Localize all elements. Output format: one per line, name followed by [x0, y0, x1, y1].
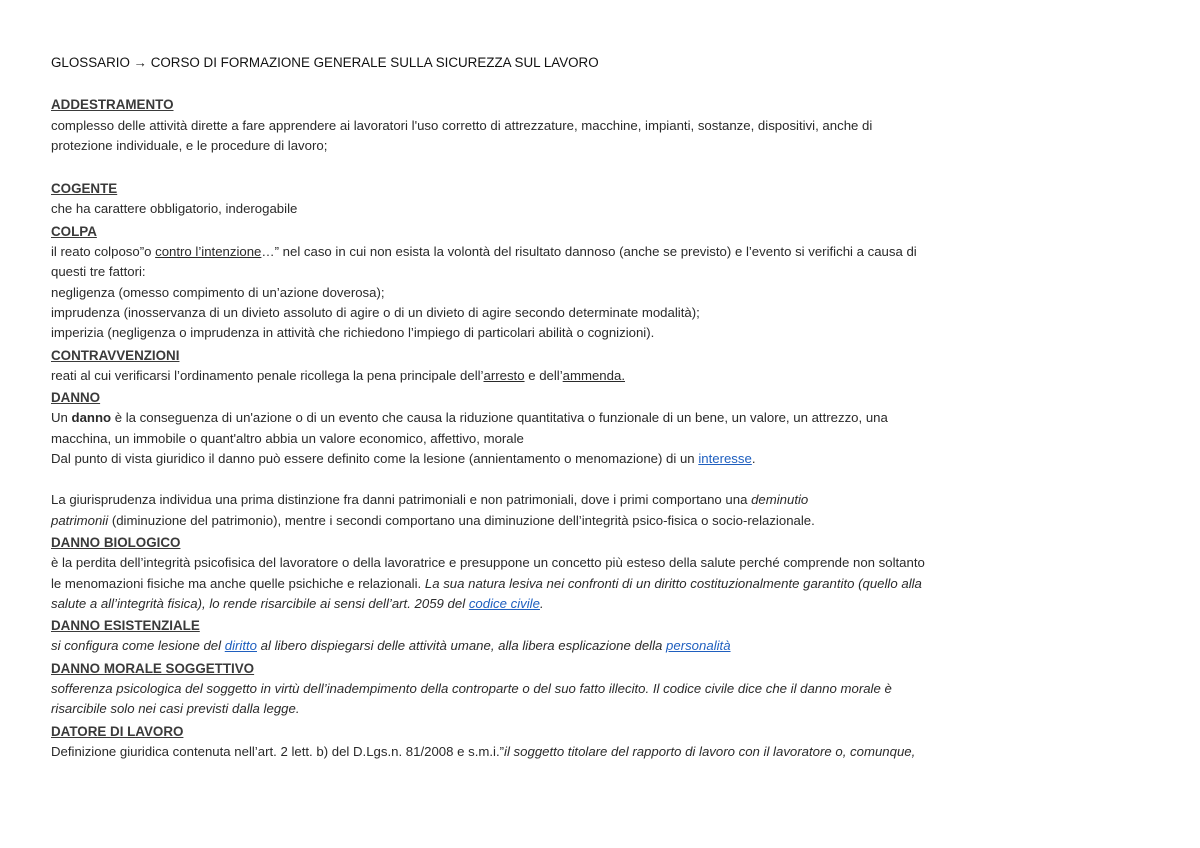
def-addestramento-line: protezione individuale, e le procedure di lavoro; [51, 137, 328, 153]
def-danno-esistenziale-line: si configura come lesione del diritto al libero dispiegarsi delle attività umane, alla libera esplicazione della personalità [51, 638, 731, 654]
term-danno-biologico: DANNO BIOLOGICO [51, 534, 181, 550]
def-datore-line: Definizione giuridica contenuta nell’art. 2 lett. b) del D.Lgs.n. 81/2008 e s.m.i.”il soggetto titolare del rapporto di lavoro con il lavoratore o, comunque, [51, 743, 916, 759]
def-danno-line: macchina, un immobile o quant'altro abbia un valore economico, affettivo, morale [51, 430, 524, 446]
term-danno-esistenziale: DANNO ESISTENZIALE [51, 618, 200, 634]
def-danno-biologico-line: è la perdita dell’integrità psicofisica del lavoratore o della lavoratrice e presuppone un concetto più esteso della salute perché comprende non soltanto [51, 555, 925, 571]
page-title: GLOSSARIO → CORSO DI FORMAZIONE GENERALE SULLA SICUREZZA SUL LAVORO [51, 55, 599, 70]
def-danno-line: Un danno è la conseguenza di un'azione o di un evento che causa la riduzione quantitativa o funzionale di un bene, un valore, un attrezzo, una [51, 410, 888, 426]
def-colpa-line: negligenza (omesso compimento di un’azione doverosa); [51, 284, 385, 300]
term-danno: DANNO [51, 390, 101, 406]
glossary-content [51, 53, 1131, 762]
contro-intenzione-link: contro l’intenzione [155, 244, 262, 260]
term-contravvenzioni: CONTRAVVENZIONI [51, 347, 180, 363]
def-danno-biologico-line: le menomazioni fisiche ma anche quelle psichiche e relazionali. La sua natura lesiva nei confronti di un diritto costituzionalmente garantito (quello alla [51, 575, 922, 591]
term-danno-morale-soggettivo: DANNO MORALE SOGGETTIVO [51, 660, 255, 676]
arresto-text: arresto [483, 367, 525, 383]
def-colpa-line: imprudenza (inosservanza di un divieto assoluto di agire o di un divieto di agire secondo determinate modalità); [51, 304, 700, 320]
def-colpa-line: imperizia (negligenza o imprudenza in attività che richiedono l’impiego di particolari abilità o cognizioni). [51, 325, 655, 341]
def-danno-biologico-line: salute a all’integrità fisica), lo rende risarcibile ai sensi dell’art. 2059 del codice civile. [51, 595, 544, 611]
def-colpa-line: questi tre fattori: [51, 264, 146, 280]
codice-civile-link[interactable]: codice civile [468, 595, 540, 611]
def-cogente-line: che ha carattere obbligatorio, inderogabile [51, 201, 298, 217]
interesse-link[interactable]: interesse [698, 451, 752, 467]
def-danno-line: La giurisprudenza individua una prima distinzione fra danni patrimoniali e non patrimoniali, dove i primi comportano una deminutio [51, 492, 809, 508]
def-colpa-line: il reato colposo”o contro l’intenzione…” nel caso in cui non esista la volontà del risultato dannoso (anche se previsto) e l’evento si verifichi a causa di [51, 244, 917, 260]
def-danno-morale-line: sofferenza psicologica del soggetto in virtù dell’inadempimento della controparte o del suo fatto illecito. Il codice civile dice che il danno morale è [51, 681, 892, 697]
term-colpa: COLPA [51, 223, 97, 239]
def-danno-morale-line: risarcibile solo nei casi previsti dalla legge. [51, 701, 300, 717]
term-addestramento: ADDESTRAMENTO [51, 97, 174, 113]
def-contravvenzioni-line: reati al cui verificarsi l’ordinamento penale ricollega la pena principale dell’arresto e dell’ammenda. [51, 367, 625, 383]
term-cogente: COGENTE [51, 181, 118, 197]
def-addestramento-line: complesso delle attività dirette a fare apprendere ai lavoratori l'uso corretto di attrezzature, macchine, impianti, sostanze, dispositivi, anche di [51, 117, 873, 133]
def-danno-line: Dal punto di vista giuridico il danno può essere definito come la lesione (annientamento o menomazione) di un interesse. [51, 451, 756, 467]
term-datore-di-lavoro: DATORE DI LAVORO [51, 723, 184, 739]
personalita-link[interactable]: personalità [666, 638, 731, 654]
def-danno-line: patrimonii (diminuzione del patrimonio), mentre i secondi comportano una diminuzione dell’integrità psico-fisica o socio-relazionale. [51, 512, 815, 528]
diritto-link[interactable]: diritto [224, 638, 257, 654]
ammenda-text: ammenda. [562, 367, 625, 383]
